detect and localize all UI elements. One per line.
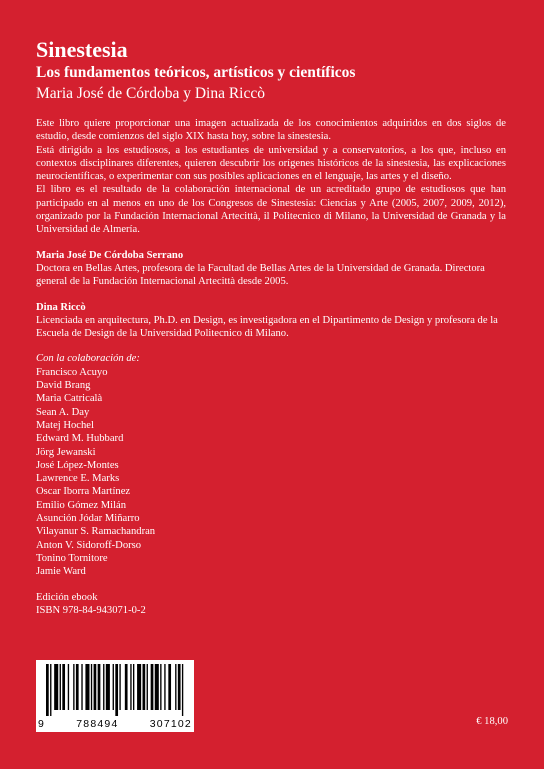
book-authors: Maria José de Córdoba y Dina Riccò [36, 85, 265, 102]
barcode-bar [178, 664, 181, 710]
collaborators-list [36, 366, 506, 579]
barcode-digit-group: 307102 [149, 718, 192, 730]
author-bio-cordoba [36, 249, 506, 289]
collaborators-section [36, 352, 506, 578]
barcode-bar [81, 664, 82, 710]
back-cover-content [36, 38, 506, 617]
list-item: Oscar Iborra Martínez [36, 486, 131, 498]
isbn-barcode [36, 660, 194, 732]
author-description: Licenciada en arquitectura, Ph.D. en Design, es investigadora en el Dipartimento de Design y profesora de la Escuela de Design de la Universidad Politecnico di Milano. [36, 314, 498, 340]
list-item: Jörg Jewanski [36, 446, 96, 458]
author-name: Dina Riccò [36, 301, 86, 313]
barcode-bar [106, 664, 110, 710]
barcode-bar [85, 664, 89, 710]
barcode-bar [73, 664, 74, 710]
barcode-bar [130, 664, 131, 710]
barcode-bar [155, 664, 159, 710]
list-item: Matej Hochel [36, 419, 94, 431]
barcode-bar [62, 664, 65, 710]
list-item: David Brang [36, 380, 91, 392]
edition-label: Edición ebook [36, 591, 98, 603]
list-item: Asunción Jódar Miñarro [36, 513, 140, 525]
barcode-bar [76, 664, 79, 710]
barcode-bar [91, 664, 92, 710]
list-item: Edward M. Hubbard [36, 433, 124, 445]
barcode-bar [119, 664, 120, 710]
list-item: Lawrence E. Marks [36, 473, 120, 485]
description-paragraph: El libro es el resultado de la colaboración internacional de un acreditado grupo de estudiosos que han participado en al menos en uno de los Congresos de Sinestesia: Ciencias y Arte (2005, 2007, 2009, 2012), organizado por la Fundación Internacional Artecittà, il Politecnico di Milano, la Universidad de Granada y la Universidad de Almería. [36, 184, 506, 236]
barcode-bar [182, 664, 183, 716]
list-item: Tonino Tornitore [36, 552, 108, 564]
barcode-bar [137, 664, 141, 710]
barcode-bar [151, 664, 154, 710]
barcode-bar [54, 664, 58, 710]
list-item: Sean A. Day [36, 406, 90, 418]
barcode-bar [46, 664, 49, 716]
collaborators-heading: Con la colaboración de: [36, 353, 140, 365]
barcode-bar [168, 664, 171, 710]
book-subtitle: Los fundamentos teóricos, artísticos y científicos [36, 64, 356, 81]
barcode-bar [103, 664, 104, 710]
barcode-bar [160, 664, 161, 710]
description-paragraph: Este libro quiere proporcionar una imagen actualizada de los conocimientos adquiridos en dos siglos de estudio, desde comienzos del siglo XIX hasta hoy, sobre la sinestesia. [36, 118, 506, 143]
author-bio-ricco [36, 301, 506, 341]
barcode-digits [38, 718, 192, 730]
barcode-bar [115, 664, 118, 716]
list-item: José López-Montes [36, 459, 119, 471]
barcode-bar [164, 664, 165, 710]
book-description [36, 117, 506, 237]
barcode-bar [143, 664, 146, 710]
barcode-bar [98, 664, 101, 710]
author-description: Doctora en Bellas Artes, profesora de la Facultad de Bellas Artes de la Universidad de Granada. Directora general de la Fundación Internacional Artecittà desde 2005. [36, 262, 485, 288]
barcode-bar [68, 664, 69, 710]
price: € 18,00 [476, 716, 508, 727]
barcode-bar [147, 664, 148, 710]
barcode-bar [60, 664, 61, 710]
barcode-digit-group: 9 [38, 718, 46, 730]
author-name: Maria José De Córdoba Serrano [36, 249, 184, 261]
barcode-bar [113, 664, 114, 710]
book-title: Sinestesia [36, 37, 128, 62]
barcode-bar [94, 664, 97, 710]
list-item: Jamie Ward [36, 566, 86, 578]
barcode-bar [133, 664, 134, 710]
barcode-bar [175, 664, 176, 710]
list-item: Anton V. Sidoroff-Dorso [36, 539, 142, 551]
barcode-bar [50, 664, 51, 716]
barcode-bar [125, 664, 128, 710]
description-paragraph: Está dirigido a los estudiosos, a los estudiantes de universidad y a conservatorios, a los que, incluso en contextos disciplinares diferentes, quieren descubrir los orígenes históricos de la sinestesia, las explicaciones neurocientíficas, o experimentar con sus posibles aplicaciones en el lenguaje, las artes y el diseño. [36, 144, 506, 183]
isbn: ISBN 978-84-943071-0-2 [36, 604, 146, 616]
barcode-digit-group: 788494 [76, 718, 119, 730]
edition-info [36, 591, 506, 618]
barcode-bars [46, 664, 186, 716]
list-item: Francisco Acuyo [36, 366, 108, 378]
list-item: Maria Catricalà [36, 393, 103, 405]
list-item: Vilayanur S. Ramachandran [36, 526, 156, 538]
list-item: Emilio Gómez Milán [36, 499, 127, 511]
